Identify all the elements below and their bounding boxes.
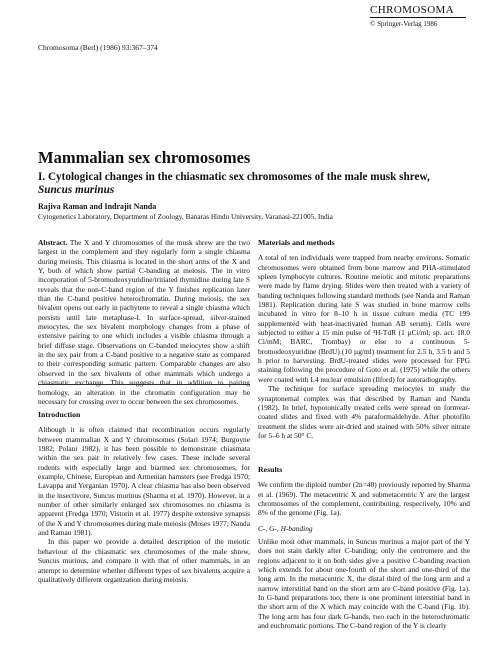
introduction-section [38, 410, 250, 584]
introduction-paragraph-2: In this paper we provide a detailed description of the meiotic behaviour of the chiasmatic sex chromosomes of the male shrew, Suncus murinus, and compare it with that of other mammals, in an attempt to determine whether different types of sex bivalents acquire a qualitatively different organization during meiosis. [38, 537, 250, 584]
results-subheading: C-, G-, H-banding [258, 523, 313, 533]
results-heading: Results [258, 465, 283, 474]
methods-heading: Materials and methods [258, 238, 335, 247]
methods-paragraph-2: The technique for surface spreading meiocytes to study the synaptonemal complex was that described by Raman and Nanda (1982). In brief, hypotonically treated cells were spread on formvar-coated slides and fixed with 4% paraformaldehyde. After photofilo treatment the slides were air-dried and stained with 50% silver nitrate for 5–6 h at 50° C. [258, 384, 470, 440]
results-paragraph-1: We confirm the diploid number (2n=40) previously reported by Sharma et al. (1969). The metacentric X and submetacentric Y are the largest chromosomes of the complement, contributing, respectively, 10% and 8% of the genome (Fig. 1a). [258, 480, 470, 518]
article-subtitle [38, 171, 458, 197]
article-title: Mammalian sex chromosomes [38, 148, 251, 167]
journal-name: CHROMOSOMA [370, 4, 466, 18]
copyright-notice: © Springer-Verlag 1986 [370, 20, 438, 28]
methods-section [258, 238, 470, 440]
journal-citation: Chromosoma (Berl) (1986) 93:367–374 [38, 43, 158, 52]
abstract-text: The X and Y chromosomes of the musk shrew are the two largest in the complement and they regularly form a single chiasma during meiosis. This chiasma is located in the short arms of the X and Y, both of which show partial C-banding at meiosis. The in vitro incorporation of 5-bromodeoxyuridine/tritiated thymidine during late S reveals that the non-C-band region of the Y finishes replication later than the C-band positive heterochromatin. During meiosis, the sex bivalent opens out early in pachytene to reveal a single chiasma which persists until late metaphase-I. In surface-spread, silver-stained meiocytes, the sex bivalent morphology changes from a phase of extensive pairing to one which includes a visible chiasma through a brief diffuse stage. Observations on C-banded meiocytes show a shift in the sex pair from a C-band positive to a negative state as compared to their corresponding somatic pattern. Comparable changes are also observed in the sex bivalents of other mammals which undergo a chiasmatic exchange. This suggests that in addition to pairing homology, an alteration in the chromatin configuration may be necessary for crossing over to occur between the sex chromosomes. [38, 238, 251, 406]
subtitle-species: Suncus murinus [38, 184, 115, 196]
introduction-heading: Introduction [38, 410, 81, 419]
abstract-label: Abstract. [38, 238, 68, 247]
abstract-section [38, 238, 250, 406]
section-divider [38, 384, 250, 385]
methods-paragraph-1: A total of ten individuals were trapped from nearby environs. Somatic chromosomes were obtained from bone marrow and PHA-stimulated spleen lymphocyte cultures. Routine meiotic and mitotic preparations were made by flame drying. Slides were then treated with a variety of banding techniques following standard methods (see Nanda and Raman 1981). Replication during late S was studied in bone marrow cells incubated in vitro for 8–10 h in tissue culture media (TC 199 supplemented with heat-inactivated human AB serum). Cells were subjected to either a 15 min pulse of ³H-TdR (1 µCi/ml; sp. act. 18.0 Ci/mM; BARC, Trombay) or else to a continuous 5-bromodeoxyuridine (BrdU) (10 µg/ml) treatment for 2.5 h, 3.5 h and 5 h prior to harvesting. BrdU-treated slides were processed for FPG staining following the procedure of Goto et al. (1975) while the others were coated with L4 nuclear emulsion (Ilford) for autoradiography. [258, 253, 470, 384]
results-section [258, 465, 470, 631]
introduction-paragraph-1: Although it is often claimed that recombination occurs regularly between mammalian X and Y chromosomes (Solari 1974; Burgoyne 1982; Polani 1982), it has been possible to demonstrate chiasmata within the sex pair in relatively few cases. These include several rodents with especially large and biarmed sex chromosomes, for example, Chinese, European and Armenian hamsters (see Fredga 1970; Lavappa and Yerganian 1970). A clear chiasma has also been observed in the insectivore, Suncus murinus (Sharma et al. 1970). However, in a number of other similarly enlarged sex chromosomes no chiasma is apparent (Fredga 1970; Vistorin et al. 1977) despite extensive synapsis of the X and Y chromosomes during male meiosis (Moses 1977; Nanda and Raman 1981). [38, 425, 250, 538]
journal-masthead [370, 4, 466, 28]
subtitle-main: I. Cytological changes in the chiasmatic sex chromosomes of the male musk shrew, [38, 171, 430, 183]
author-list: Rajiva Raman and Indrajit Nanda [38, 202, 157, 211]
author-affiliation: Cytogenetics Laboratory, Department of Zoology, Banaras Hindu University, Varanasi-221005, India [38, 212, 333, 221]
results-paragraph-2: Unlike most other mammals, in Suncus murinus a major part of the Y does not stain darkly after C-banding; only the centromere and the regions adjacent to it on both sides give a positive C-banding reaction which extends for about one-fourth of the short and one-third of the long arm. In the metacentric X, the distal third of the long arm and a narrow interstitial band on the short arm are C-band positive (Fig. 1a). In G-band preparations too, there is one prominent interstitial band in the short arm of the X which may coincide with the C-band (Fig. 1b). The long arm has four dark G-bands, two each in the heterochromatic and euchromatic portions. The C-band region of the Y is clearly [258, 537, 470, 631]
